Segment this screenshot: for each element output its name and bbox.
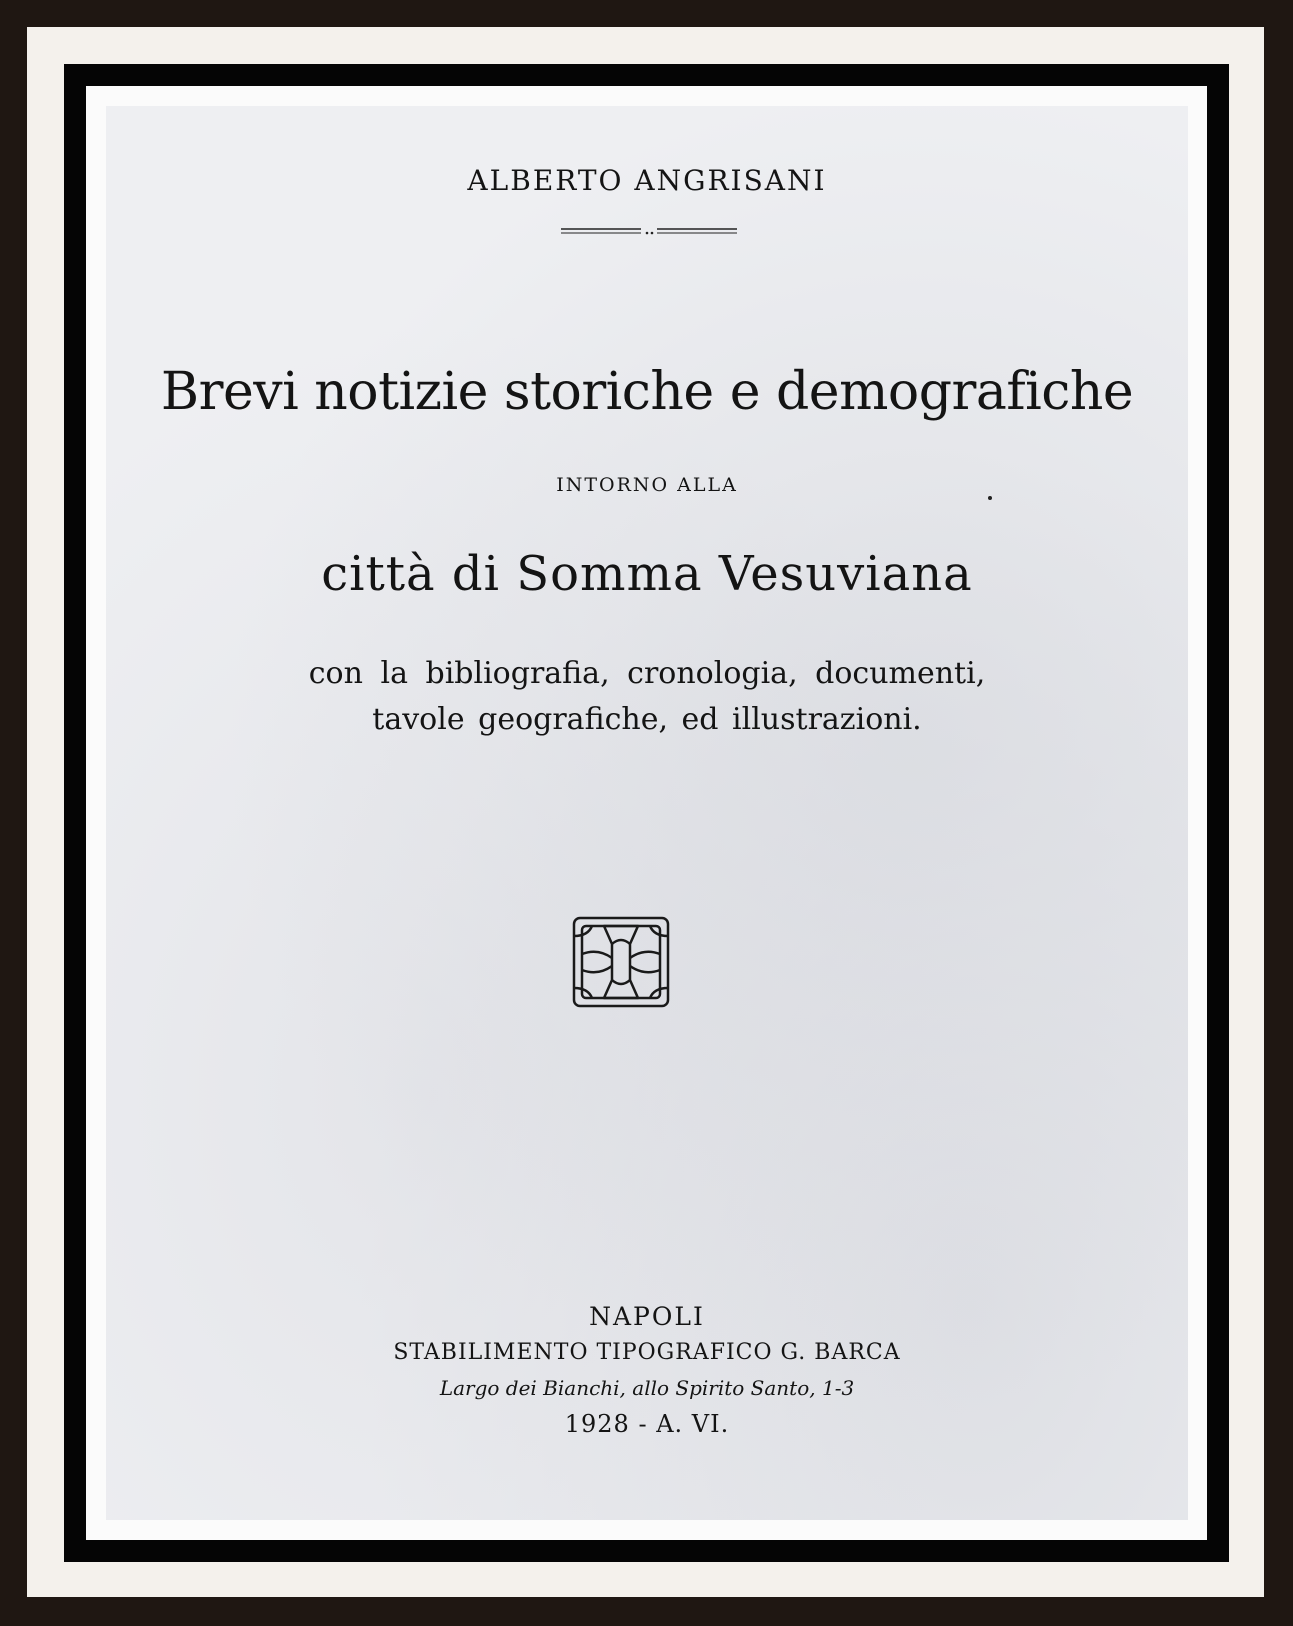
subtitle-line-2: tavole geografiche, ed illustrazioni. [372, 702, 922, 737]
title-connector: INTORNO ALLA [556, 474, 738, 496]
place-name: città di Somma Vesuviana [321, 546, 973, 602]
celtic-knot-ornament-icon [570, 914, 672, 1010]
book-title: Brevi notizie storiche e demografiche [160, 362, 1134, 422]
imprint-printer: STABILIMENTO TIPOGRAFICO G. BARCA [393, 1340, 901, 1365]
decorative-rule [561, 224, 737, 238]
author-name: ALBERTO ANGRISANI [467, 164, 827, 197]
subtitle-line-1: con la bibliografia, cronologia, documenti, [308, 656, 986, 691]
imprint-year: 1928 - A. VI. [564, 1410, 730, 1438]
title-page [106, 106, 1188, 1520]
print-speck [988, 496, 992, 500]
imprint-city: NAPOLI [589, 1302, 705, 1331]
imprint-address: Largo dei Bianchi, allo Spirito Santo, 1-3 [439, 1376, 855, 1400]
